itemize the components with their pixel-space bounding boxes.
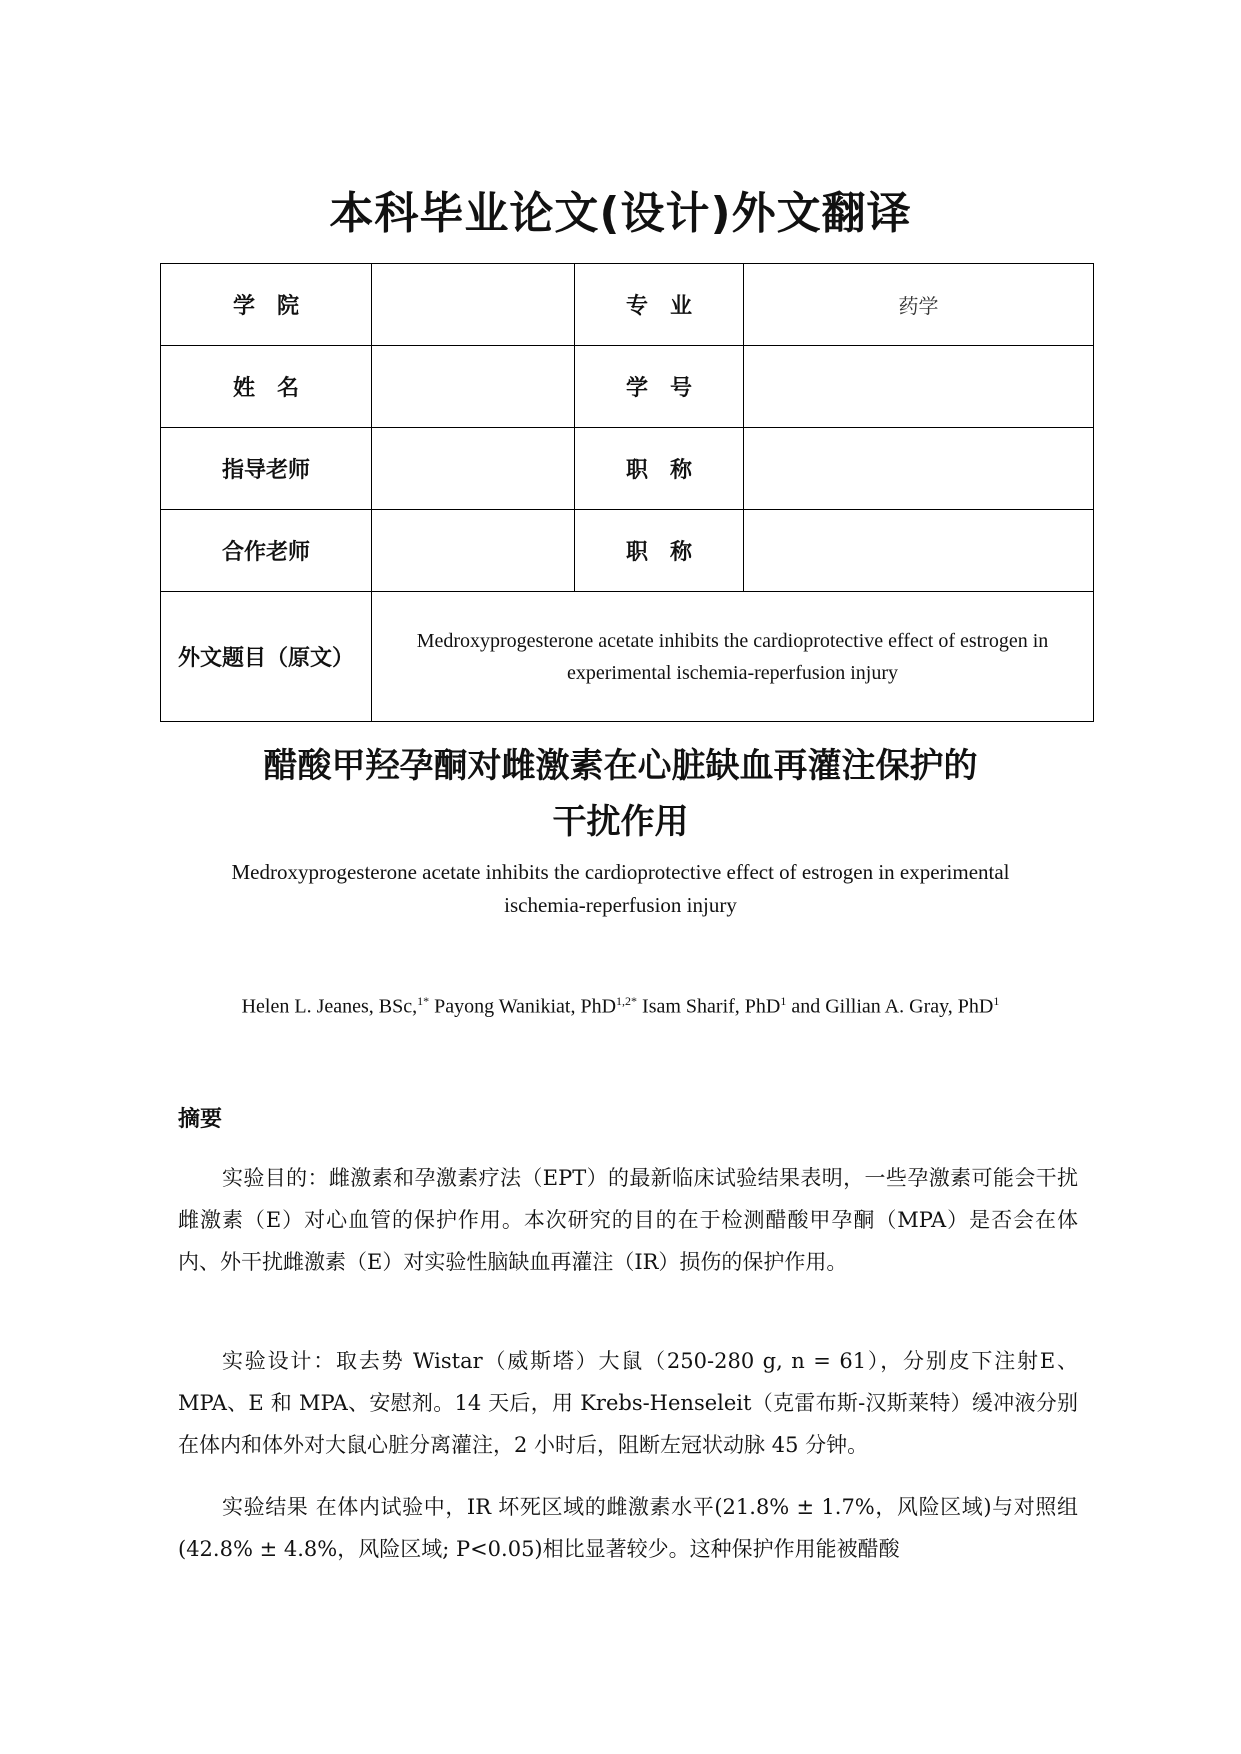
advisor-title-value <box>744 428 1094 510</box>
author-name: and Gillian A. Gray, PhD <box>786 995 994 1018</box>
table-row <box>161 264 1094 346</box>
student-id-value <box>744 346 1094 428</box>
original-title-label: 外文题目（原文） <box>161 592 372 722</box>
co-advisor-value <box>372 510 575 592</box>
abstract-paragraph-results: 实验结果 在体内试验中，IR 坏死区域的雌激素水平(21.8% ± 1.7%，风险区域)与对照组(42.8% ± 4.8%，风险区域; P<0.05)相比显著较少。这种保护作用能被醋酸 <box>178 1495 1078 1561</box>
name-label: 姓 名 <box>161 346 372 428</box>
co-advisor-title-label: 职 称 <box>575 510 744 592</box>
info-table <box>160 263 1094 722</box>
table-row <box>161 592 1094 722</box>
author-name: Payong Wanikiat, PhD <box>429 995 617 1018</box>
advisor-value <box>372 428 575 510</box>
author-affiliation: 1 <box>993 994 1000 1008</box>
paper-title-english: Medroxyprogesterone acetate inhibits the cardioprotective effect of estrogen in experimental ischemia-reperfusion injury <box>231 860 1010 917</box>
author-list <box>0 987 1241 1021</box>
paper-title-chinese-line2: 干扰作用 <box>552 802 689 842</box>
author-affiliation: 1 <box>780 994 787 1008</box>
major-value: 药学 <box>744 264 1094 346</box>
paper-title-chinese-line1: 醋酸甲羟孕酮对雌激素在心脏缺血再灌注保护的 <box>263 746 978 786</box>
major-label: 专 业 <box>575 264 744 346</box>
author-name: Helen L. Jeanes, BSc, <box>241 995 418 1018</box>
co-advisor-label: 合作老师 <box>161 510 372 592</box>
abstract-heading: 摘要 <box>178 1107 223 1132</box>
name-value <box>372 346 575 428</box>
author-name: Isam Sharif, PhD <box>637 995 781 1018</box>
table-row <box>161 346 1094 428</box>
advisor-label: 指导老师 <box>161 428 372 510</box>
abstract-paragraph-objective: 实验目的：雌激素和孕激素疗法（EPT）的最新临床试验结果表明，一些孕激素可能会干扰雌激素（E）对心血管的保护作用。本次研究的目的在于检测醋酸甲孕酮（MPA）是否会在体内、外干扰雌激素（E）对实验性脑缺血再灌注（IR）损伤的保护作用。 <box>178 1166 1078 1274</box>
college-label: 学 院 <box>161 264 372 346</box>
document-title: 本科毕业论文(设计)外文翻译 <box>329 188 912 239</box>
table-row <box>161 428 1094 510</box>
student-id-label: 学 号 <box>575 346 744 428</box>
abstract-paragraph-design: 实验设计：取去势 Wistar（威斯塔）大鼠（250-280 g, n = 61），分别皮下注射E、MPA、E 和 MPA、安慰剂。14 天后，用 Krebs-Henseleit（克雷布斯-汉斯莱特）缓冲液分别在体内和体外对大鼠心脏分离灌注，2 小时后，阻断左冠状动脉 45 分钟。 <box>178 1349 1078 1457</box>
paper-title-chinese <box>0 738 1241 850</box>
college-value <box>372 264 575 346</box>
table-row <box>161 510 1094 592</box>
co-advisor-title-value <box>744 510 1094 592</box>
author-affiliation: 1,2* <box>616 994 638 1008</box>
original-title-value: Medroxyprogesterone acetate inhibits the cardioprotective effect of estrogen in experimental ischemia-reperfusion injury <box>372 592 1094 722</box>
advisor-title-label: 职 称 <box>575 428 744 510</box>
author-affiliation: 1* <box>417 994 430 1008</box>
